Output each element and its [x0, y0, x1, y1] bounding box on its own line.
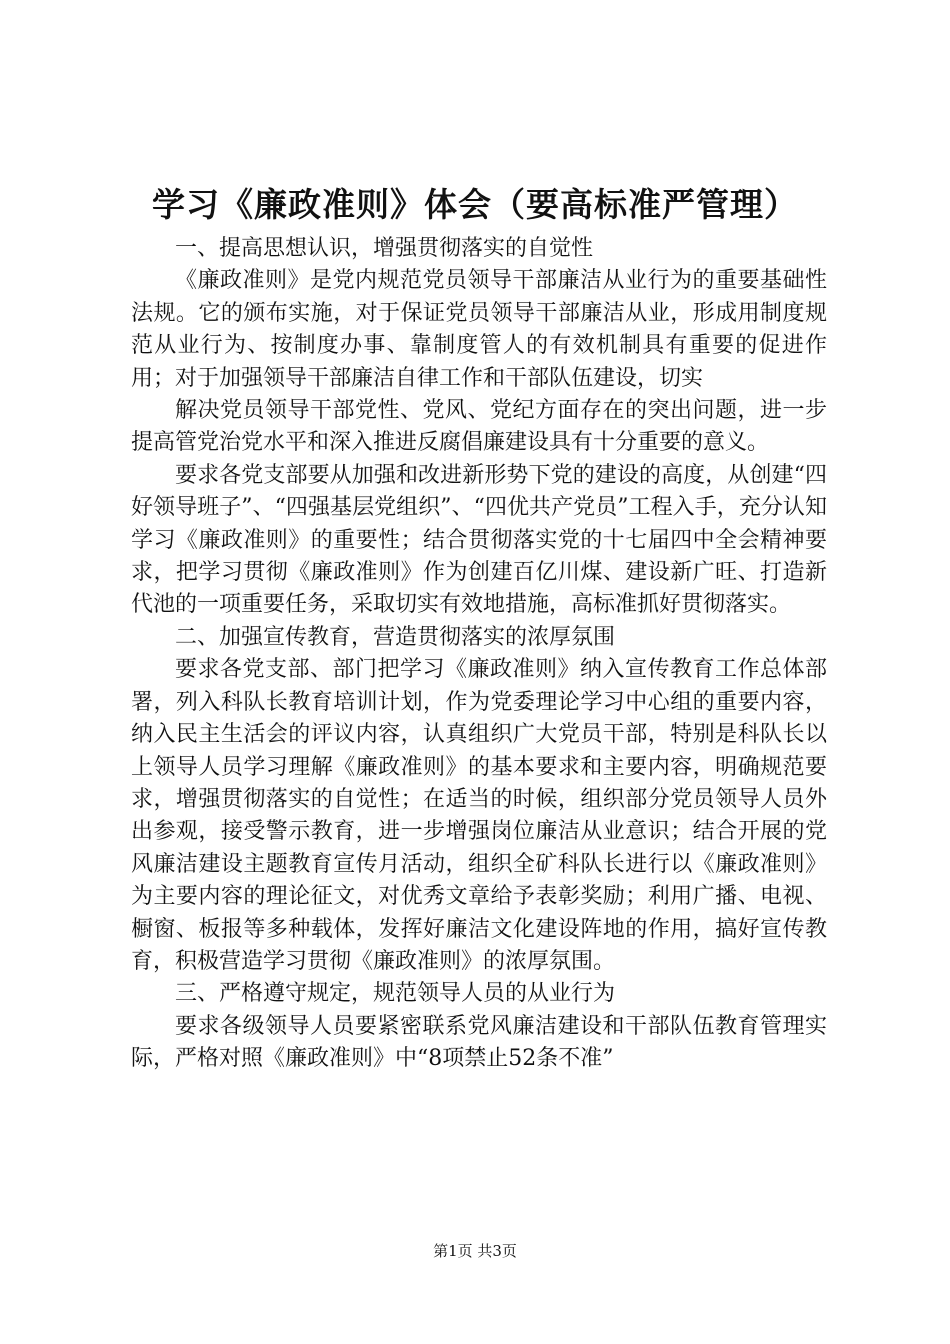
page-footer — [0, 1241, 950, 1261]
document-title: 学习《廉政准则》体会（要高标准严管理） — [152, 185, 798, 224]
section-heading-3: 三、严格遵守规定，规范领导人员的从业行为 — [175, 981, 616, 1007]
paragraph: 解决党员领导干部党性、党风、党纪方面存在的突出问题，进一步提高管党治党水平和深入推进反腐倡廉建设具有十分重要的意义。 — [131, 398, 827, 456]
paragraph: 要求各党支部要从加强和改进新形势下党的建设的高度，从创建“四好领导班子”、“四强基层党组织”、“四优共产党员”工程入手，充分认知学习《廉政准则》的重要性；结合贯彻落实党的十七届四中全会精神要求，把学习贯彻《廉政准则》作为创建百亿川煤、建设新广旺、打造新代池的一项重要任务，采取切实有效地措施，高标准抓好贯彻落实。 — [131, 462, 827, 618]
paragraph: 要求各级领导人员要紧密联系党风廉洁建设和干部队伍教育管理实际，严格对照《廉政准则》中“8项禁止52条不准” — [131, 1013, 827, 1072]
paragraph: 要求各党支部、部门把学习《廉政准则》纳入宣传教育工作总体部署，列入科队长教育培训计划，作为党委理论学习中心组的重要内容，纳入民主生活会的评议内容，认真组织广大党员干部，特别是科队长以上领导人员学习理解《廉政准则》的基本要求和主要内容，明确规范要求，增强贯彻落实的自觉性；在适当的时候，组织部分党员领导人员外出参观，接受警示教育，进一步增强岗位廉洁从业意识；结合开展的党风廉洁建设主题教育宣传月活动，组织全矿科队长进行以《廉政准则》为主要内容的理论征文，对优秀文章给予表彰奖励；利用广播、电视、橱窗、板报等多种载体，发挥好廉洁文化建设阵地的作用，搞好宣传教育，积极营造学习贯彻《廉政准则》的浓厚氛围。 — [131, 657, 827, 974]
page-number: 第1页 共3页 — [433, 1242, 517, 1260]
section-heading-2: 二、加强宣传教育，营造贯彻落实的浓厚氛围 — [175, 624, 616, 650]
section-heading-1: 一、提高思想认识，增强贯彻落实的自觉性 — [175, 236, 594, 261]
document-body — [131, 233, 827, 1076]
paragraph: 《廉政准则》是党内规范党员领导干部廉洁从业行为的重要基础性法规。它的颁布实施，对于保证党员领导干部廉洁从业，形成用制度规范从业行为、按制度办事、靠制度管人的有效机制具有重要的促进作用；对于加强领导干部廉洁自律工作和干部队伍建设，切实 — [131, 268, 827, 391]
